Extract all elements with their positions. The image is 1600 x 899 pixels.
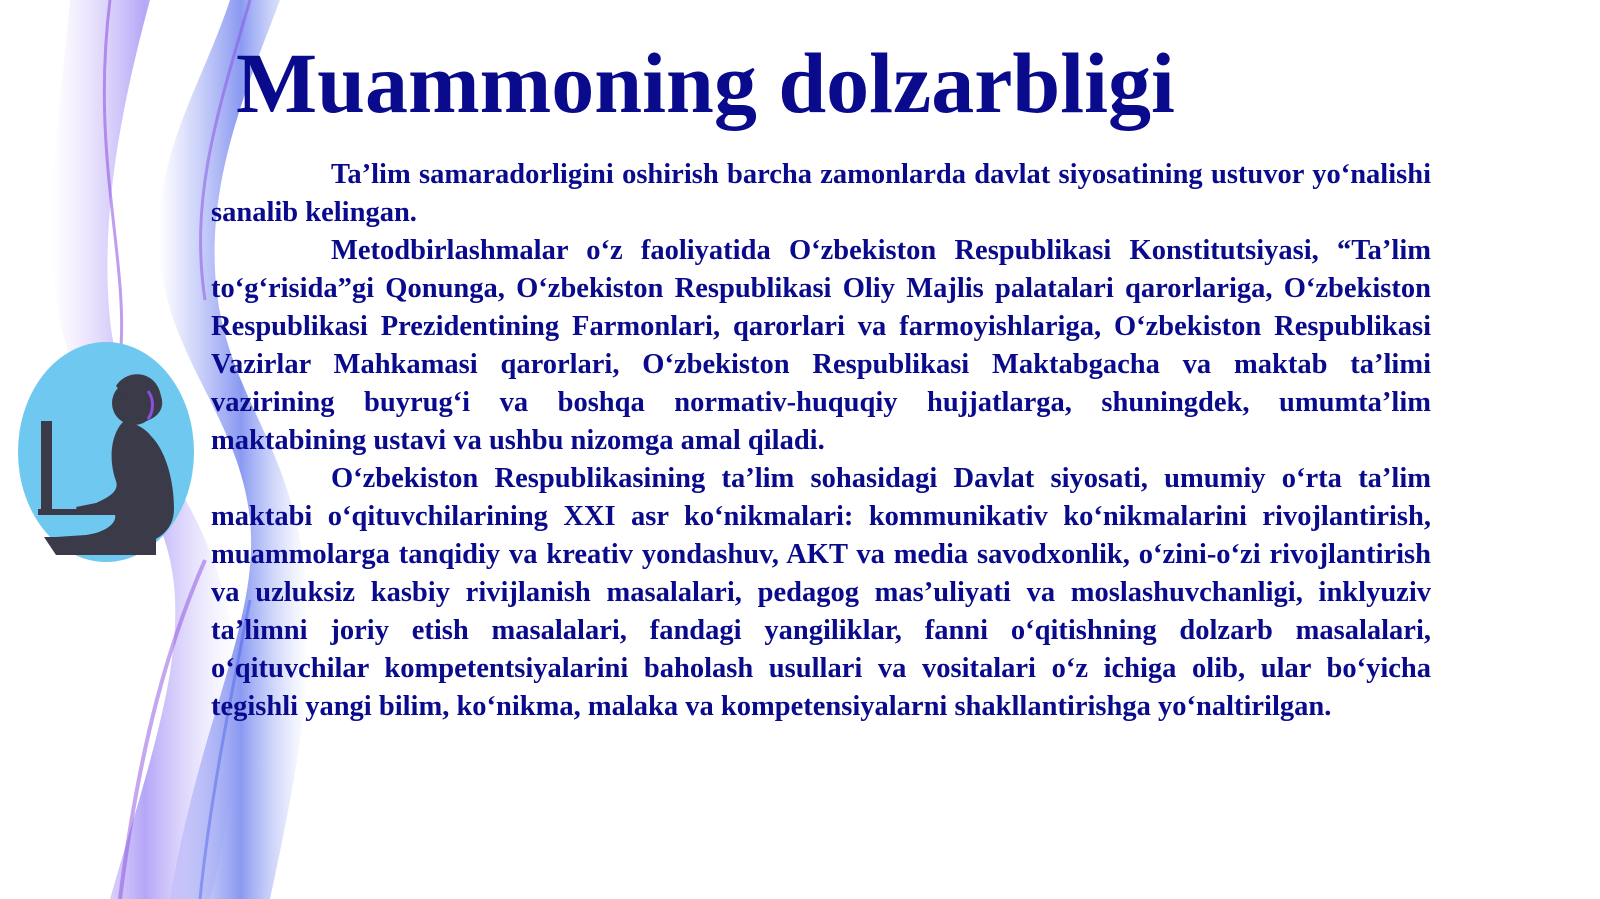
person-at-computer-icon — [16, 341, 196, 563]
paragraph: O‘zbekiston Respublikasining ta’lim sohasidagi Davlat siyosati, umumiy o‘rta ta’lim maktabi o‘qituvchilarining XXI asr ko‘nikmalari: kommunikativ ko‘nikmalarini rivojlantirish, muammolarga tanqidiy va kreativ yondashuv, AKT va media savodxonlik, o‘zini-o‘zi rivojlantirish va uzluksiz kasbiy rivijlanish masalalari, pedagog mas’uliyati va moslashuvchanligi, inklyuziv ta’limni joriy etish masalalari, fandagi yangiliklar, fanni o‘qitishning dolzarb masalalari, o‘qituvchilar kompetentsiyalarini baholash usullari va vositalari o‘z ichiga olib, ular bo‘yicha tegishli yangi bilim, ko‘nikma, malaka va kompetensiyalarni shakllantirishga yo‘naltirilgan. — [211, 463, 1431, 722]
page-title: Muammoning dolzarbligi — [236, 35, 1175, 131]
slide-body — [211, 156, 1431, 726]
paragraph: Metodbirlashmalar o‘z faoliyatida O‘zbekiston Respublikasi Konstitutsiyasi, “Ta’lim to‘g‘risida”gi Qonunga, O‘zbekiston Respublikasi Oliy Majlis palatalari qarorlariga, O‘zbekiston Respublikasi Prezidentining Farmonlari, qarorlari va farmoyishlariga, O‘zbekiston Respublikasi Vazirlar Mahkamasi qarorlari, O‘zbekiston Respublikasi Maktabgacha va maktab ta’limi vazirining buyrug‘i va boshqa normativ-huquqiy hujjatlarga, shuningdek, umumta’lim maktabining ustavi va ushbu nizomga amal qiladi. — [211, 235, 1431, 456]
paragraph: Ta’lim samaradorligini oshirish barcha zamonlarda davlat siyosatining ustuvor yo‘nalishi sanalib kelingan. — [211, 159, 1431, 228]
